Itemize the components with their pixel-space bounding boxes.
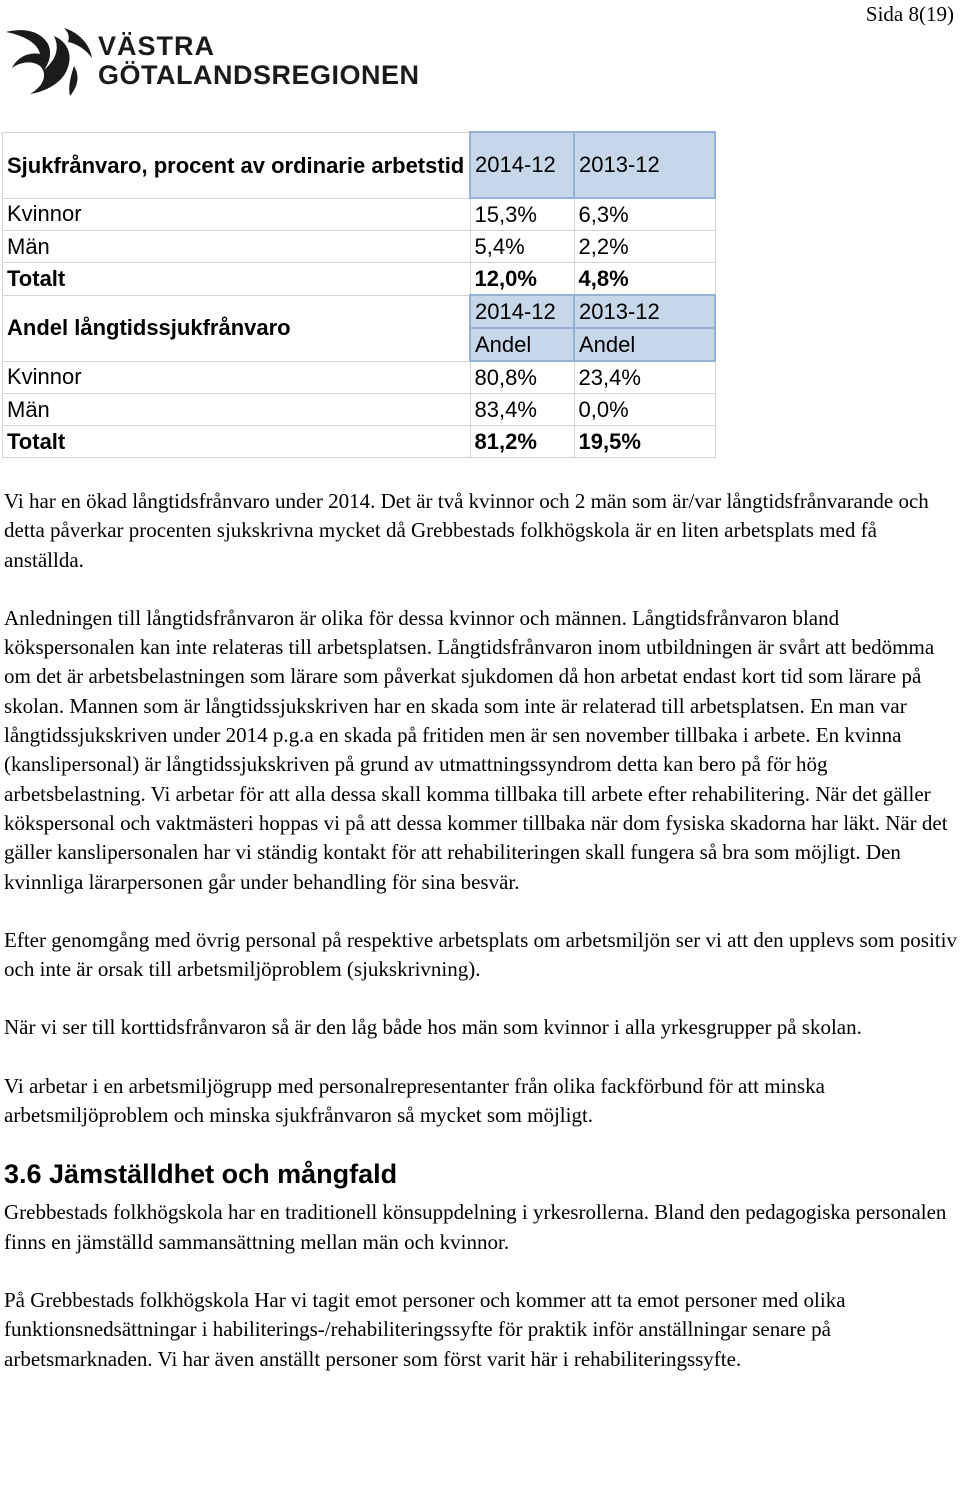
paragraph: Vi arbetar i en arbetsmiljögrupp med personalrepresentanter från olika fackförbund för att minska arbetsmiljöproblem och minska sjukfrånvaron så mycket som möjligt. bbox=[4, 1073, 825, 1128]
row-label: Män bbox=[3, 231, 471, 263]
table-row bbox=[3, 198, 716, 231]
page-number: Sida 8(19) bbox=[865, 2, 954, 26]
row-value-2014: 15,3% bbox=[470, 198, 574, 231]
row-value-2014: 12,0% bbox=[470, 263, 574, 296]
row-value-2014: 5,4% bbox=[470, 231, 574, 263]
row-value-2013: 4,8% bbox=[574, 263, 715, 296]
row-label: Män bbox=[3, 394, 471, 426]
table-row-total bbox=[3, 426, 716, 458]
row-value-2013: 6,3% bbox=[574, 198, 715, 231]
table-row bbox=[3, 361, 716, 394]
table-row bbox=[3, 394, 716, 426]
row-label: Kvinnor bbox=[3, 198, 471, 231]
section1-col1-header: 2014-12 bbox=[470, 132, 574, 198]
section1-col2-header: 2013-12 bbox=[574, 132, 715, 198]
section-heading: 3.6 Jämställdhet och mångfald bbox=[4, 1159, 398, 1190]
vastra-gotalandsregionen-logo bbox=[4, 26, 420, 98]
row-label: Kvinnor bbox=[3, 361, 471, 394]
row-value-2013: 19,5% bbox=[574, 426, 715, 458]
paragraph: Grebbestads folkhögskola har en traditionell könsuppdelning i yrkesrollerna. Bland den pedagogiska personalen finns en jämställd sammansättning mellan män och kvinnor. bbox=[4, 1200, 947, 1254]
paragraph: Vi har en ökad långtidsfrånvaro under 2014. Det är två kvinnor och 2 män som är/var långtidsfrånvarande och detta påverkar procenten sjukskrivna mycket då Grebbestads folkhögskola är en liten arbetsplats med få anställda. bbox=[4, 489, 929, 572]
section1-title: Sjukfrånvaro, procent av ordinarie arbetstid bbox=[3, 132, 471, 198]
table-header-row bbox=[3, 132, 716, 198]
paragraph: Anledningen till långtidsfrånvaron är olika för dessa kvinnor och männen. Långtidsfrånvaron bland kökspersonalen kan inte relateras till arbetsplatsen. Långtidsfrånvaron inom utbildningen är svårt att bedömma om det är arbetsbelastningen som lärare som påverkat sjukdomen då hon arbetat endast kort tid som lärare på skolan. Mannen som är långtidssjukskriven har en skada som inte är relaterad till arbetsplatsen. En man var långtidssjukskriven under 2014 p.g.a en skada på fritiden men är sen november tillbaka i arbete. En kvinna (kanslipersonal) är långtidssjukskriven på grund av utmattningssyndrom detta kan bero på för hög arbetsbelastning. Vi arbetar för att alla dessa skall komma tillbaka till arbete efter rehabilitering. När det gäller kökspersonal och vaktmästeri hoppas vi på att dessa kommer tillbaka när dom fysiska skadorna har läkt. När det gäller kanslipersonalen har vi ständig kontakt för att rehabiliteringen skall fungera så bra som möjligt. Den kvinnliga lärarpersonen går under behandling för sina besvär. bbox=[4, 605, 948, 894]
logo-line-1: VÄSTRA bbox=[98, 31, 216, 61]
section2-col2-subheader: Andel bbox=[574, 328, 715, 361]
row-value-2014: 83,4% bbox=[470, 394, 574, 426]
row-value-2013: 2,2% bbox=[574, 231, 715, 263]
table-row-total bbox=[3, 263, 716, 296]
document-body bbox=[4, 487, 959, 1403]
paragraph: På Grebbestads folkhögskola Har vi tagit emot personer och kommer att ta emot personer med olika funktionsnedsättningar i habiliterings-/rehabiliteringssyfte för praktik inför anställningar senare på arbetsmarknaden. Vi har även anställt personer som först varit här i rehabiliteringssyfte. bbox=[4, 1287, 846, 1371]
row-value-2013: 0,0% bbox=[574, 394, 715, 426]
row-value-2014: 80,8% bbox=[470, 361, 574, 394]
row-label: Totalt bbox=[3, 426, 471, 458]
row-value-2013: 23,4% bbox=[574, 361, 715, 394]
table-row bbox=[3, 231, 716, 263]
section2-col2-header: 2013-12 bbox=[574, 295, 715, 328]
section2-col1-header: 2014-12 bbox=[470, 295, 574, 328]
sickness-absence-table bbox=[2, 131, 716, 458]
section2-title: Andel långtidssjukfrånvaro bbox=[3, 295, 471, 361]
section2-col1-subheader: Andel bbox=[470, 328, 574, 361]
paragraph: Efter genomgång med övrig personal på respektive arbetsplats om arbetsmiljön ser vi att den upplevs som positiv och inte är orsak till arbetsmiljöproblem (sjukskrivning). bbox=[4, 927, 957, 982]
logo-line-2: GÖTALANDSREGIONEN bbox=[98, 60, 420, 90]
paragraph: När vi ser till korttidsfrånvaron så är den låg både hos män som kvinnor i alla yrkesgrupper på skolan. bbox=[4, 1015, 862, 1040]
logo-mark-icon bbox=[4, 26, 96, 98]
table-subheader-row bbox=[3, 295, 716, 328]
row-label: Totalt bbox=[3, 263, 471, 296]
row-value-2014: 81,2% bbox=[470, 426, 574, 458]
